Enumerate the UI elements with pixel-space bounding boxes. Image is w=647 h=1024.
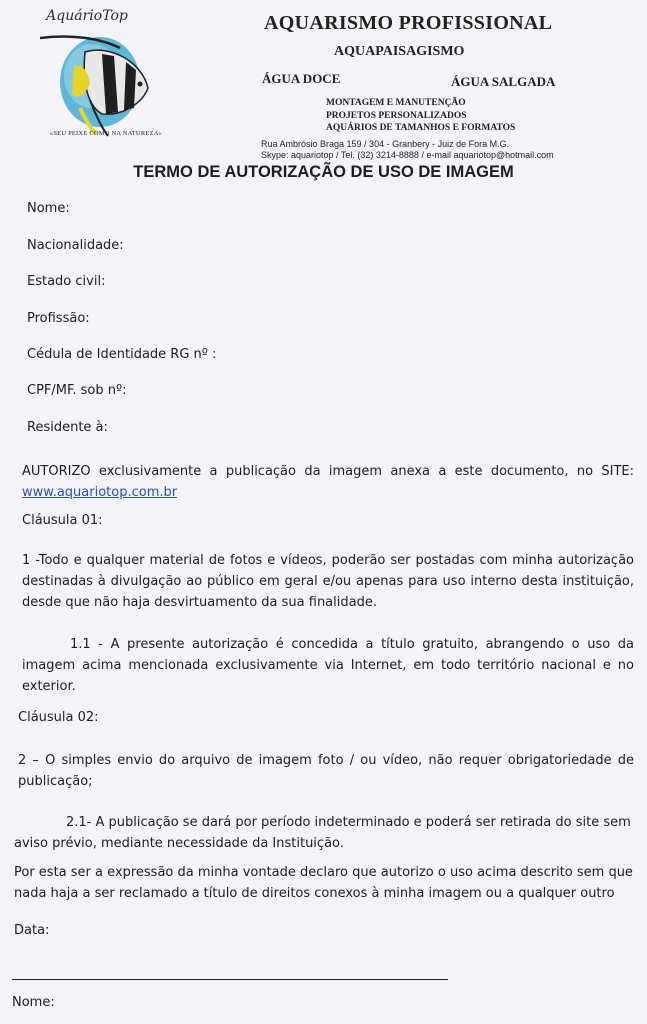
field-nome: Nome: [27,201,70,216]
clause1-heading: Cláusula 01: [22,513,103,528]
authorization-text: AUTORIZO exclusivamente a publicação da imagem anexa a este documento, no SITE: [22,464,634,479]
text-line: imagem acima mencionada exclusivamente via Internet, em todo território nacional e no [22,658,634,673]
clause1-paragraph [22,550,634,613]
water-fresh-label: ÁGUA DOCE [262,71,341,86]
service-item: PROJETOS PERSONALIZADOS [326,110,467,121]
field-cpf: CPF/MF. sob nº: [27,383,127,398]
address-line: Rua Ambrósio Braga 159 / 304 - Granbery - Juiz de Fora M.G. [261,139,510,149]
text-line: 1.1 - A presente autorização é concedida a título gratuito, abrangendo o uso da [70,637,634,652]
clause2-subparagraph [14,812,630,854]
text-line: Por esta ser a expressão da minha vontade declaro que autorizo o uso acima descrito sem que [14,865,633,880]
logo-tagline: «SEU PEIXE COMO NA NATUREZA» [49,130,163,137]
document-title: TERMO DE AUTORIZAÇÃO DE USO DE IMAGEM [133,163,514,181]
site-link[interactable]: www.aquariotop.com.br [22,485,178,500]
contact-block [261,139,554,161]
date-label: Data: [14,923,50,938]
water-salt-label: ÁGUA SALGADA [451,74,556,89]
field-rg: Cédula de Identidade RG nº : [27,347,217,362]
clause2-paragraph [18,750,634,792]
text-line: aviso prévio, mediante necessidade da Instituição. [14,836,344,851]
service-item: MONTAGEM E MANUTENÇÃO [326,98,466,108]
name-label: Nome: [12,995,55,1010]
company-subtitle: AQUAPAISAGISMO [334,44,465,59]
signature-line [12,979,448,980]
text-line: 1 -Todo e qualquer material de fotos e vídeos, poderão ser postadas com minha autorização [22,553,634,568]
clause2-heading: Cláusula 02: [18,710,99,725]
text-line: publicação; [18,774,93,789]
field-residente: Residente à: [27,420,108,435]
text-line: nada haja a ser reclamado a título de direitos conexos à minha imagem ou a qualquer outro [14,886,615,901]
text-line: destinadas à divulgação ao público em geral e/ou apenas para uso interno desta instituição, [22,574,634,589]
field-nacionalidade: Nacionalidade: [27,238,124,253]
company-name: AQUARISMO PROFISSIONAL [264,12,553,34]
field-estado-civil: Estado civil: [27,274,106,289]
contact-line: Skype: aquariotop / Tel. (32) 3214-8888 / e-mail aquariotop@hotmail.com [261,150,554,160]
service-item: AQUÁRIOS DE TAMANHOS E FORMATOS [326,123,516,133]
clause1-subparagraph [22,634,634,697]
fish-logo-icon [30,4,180,146]
text-line: 2 – O simples envio do arquivo de imagem foto / ou vídeo, não requer obrigatoriedade de [18,753,634,768]
services-list [326,97,515,135]
text-line: desde que não haja desvirtuamento da sua finalidade. [22,595,377,610]
closing-paragraph [14,862,633,904]
text-line: 2.1- A publicação se dará por período indeterminado e poderá ser retirada do site sem [66,815,631,830]
text-line: exterior. [22,679,76,694]
logo-title: AquárioTop [46,8,128,24]
field-profissao: Profissão: [27,311,90,326]
authorization-paragraph [22,461,634,503]
